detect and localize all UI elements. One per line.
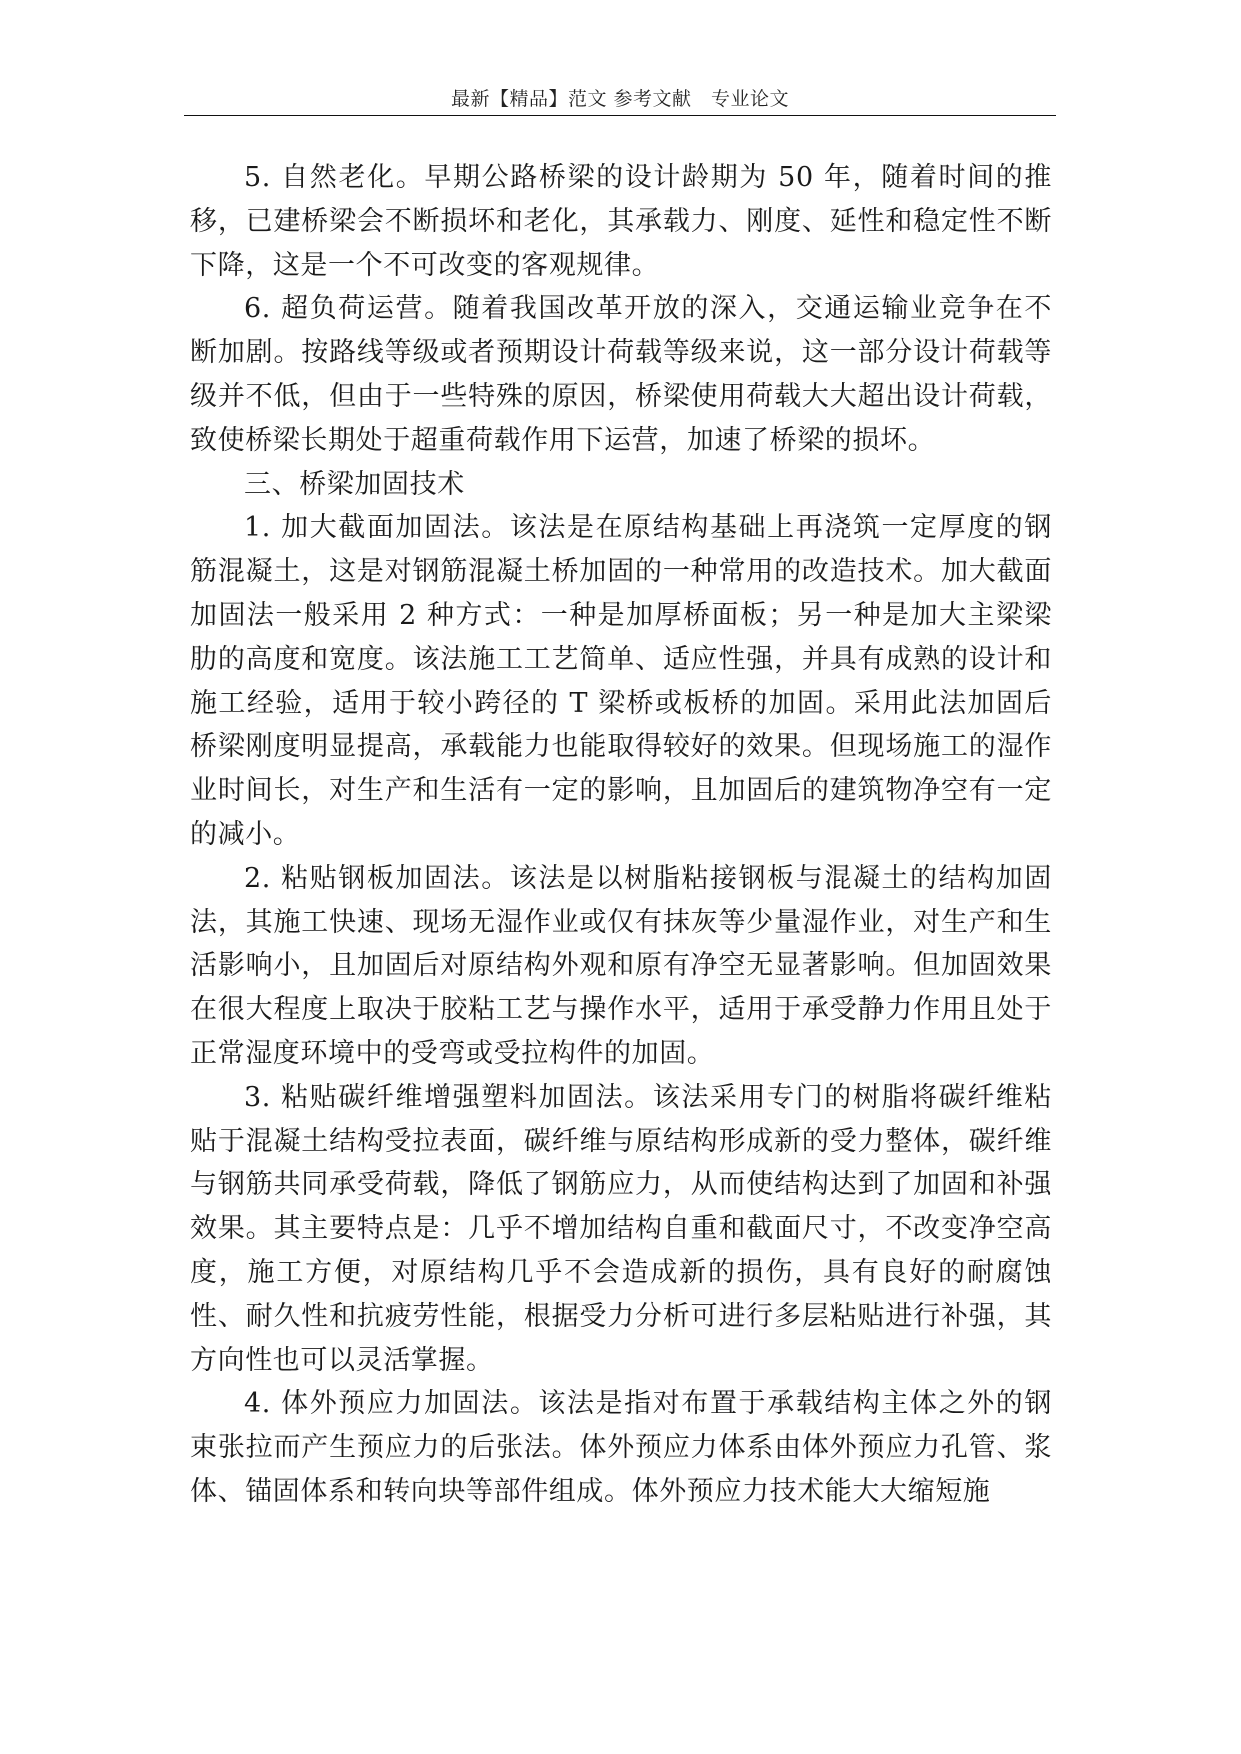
paragraph-cfrp-method: 3. 粘贴碳纤维增强塑料加固法。该法采用专门的树脂将碳纤维粘贴于混凝土结构受拉表面，碳纤维与原结构形成新的受力整体，碳纤维与钢筋共同承受荷载，降低了钢筋应力，从而使结构达到了加固和补强效果。其主要特点是：几乎不增加结构自重和截面尺寸，不改变净空高度，施工方便，对原结构几乎不会造成新的损伤，具有良好的耐腐蚀性、耐久性和抗疲劳性能，根据受力分析可进行多层粘贴进行补强，其方向性也可以灵活掌握。 [190, 1081, 1052, 1376]
paragraph-overload-operation: 6. 超负荷运营。随着我国改革开放的深入，交通运输业竞争在不断加剧。按路线等级或者预期设计荷载等级来说，这一部分设计荷载等级并不低，但由于一些特殊的原因，桥梁使用荷载大大超出设计荷载，致使桥梁长期处于超重荷载作用下运营，加速了桥梁的损坏。 [190, 293, 1052, 456]
header-rule [184, 115, 1056, 116]
paragraph-bonded-steel-plate-method: 2. 粘贴钢板加固法。该法是以树脂粘接钢板与混凝土的结构加固法，其施工快速、现场无湿作业或仅有抹灰等少量湿作业，对生产和生活影响小，且加固后对原结构外观和原有净空无显著影响。但加固效果在很大程度上取决于胶粘工艺与操作水平，适用于承受静力作用且处于正常湿度环境中的受弯或受拉构件的加固。 [190, 862, 1052, 1069]
page-header: 最新【精品】范文 参考文献 专业论文 [450, 88, 790, 110]
body-text [190, 156, 1052, 1514]
paragraph-external-prestressing-method: 4. 体外预应力加固法。该法是指对布置于承载结构主体之外的钢束张拉而产生预应力的后张法。体外预应力体系由体外预应力孔管、浆体、锚固体系和转向块等部件组成。体外预应力技术能大大缩短施 [190, 1388, 1052, 1507]
paragraph-natural-aging: 5. 自然老化。早期公路桥梁的设计龄期为 50 年，随着时间的推移，已建桥梁会不断损坏和老化，其承载力、刚度、延性和稳定性不断下降，这是一个不可改变的客观规律。 [190, 162, 1052, 281]
section-heading-reinforcement-techniques: 三、桥梁加固技术 [244, 468, 465, 500]
paragraph-enlarged-section-method: 1. 加大截面加固法。该法是在原结构基础上再浇筑一定厚度的钢筋混凝土，这是对钢筋混凝土桥加固的一种常用的改造技术。加大截面加固法一般采用 2 种方式：一种是加厚桥面板；另一种是加大主梁梁肋的高度和宽度。该法施工工艺简单、适应性强，并具有成熟的设计和施工经验，适用于较小跨径的 T 梁桥或板桥的加固。采用此法加固后桥梁刚度明显提高，承载能力也能取得较好的效果。但现场施工的湿作业时间长，对生产和生活有一定的影响，且加固后的建筑物净空有一定的减小。 [190, 512, 1052, 850]
